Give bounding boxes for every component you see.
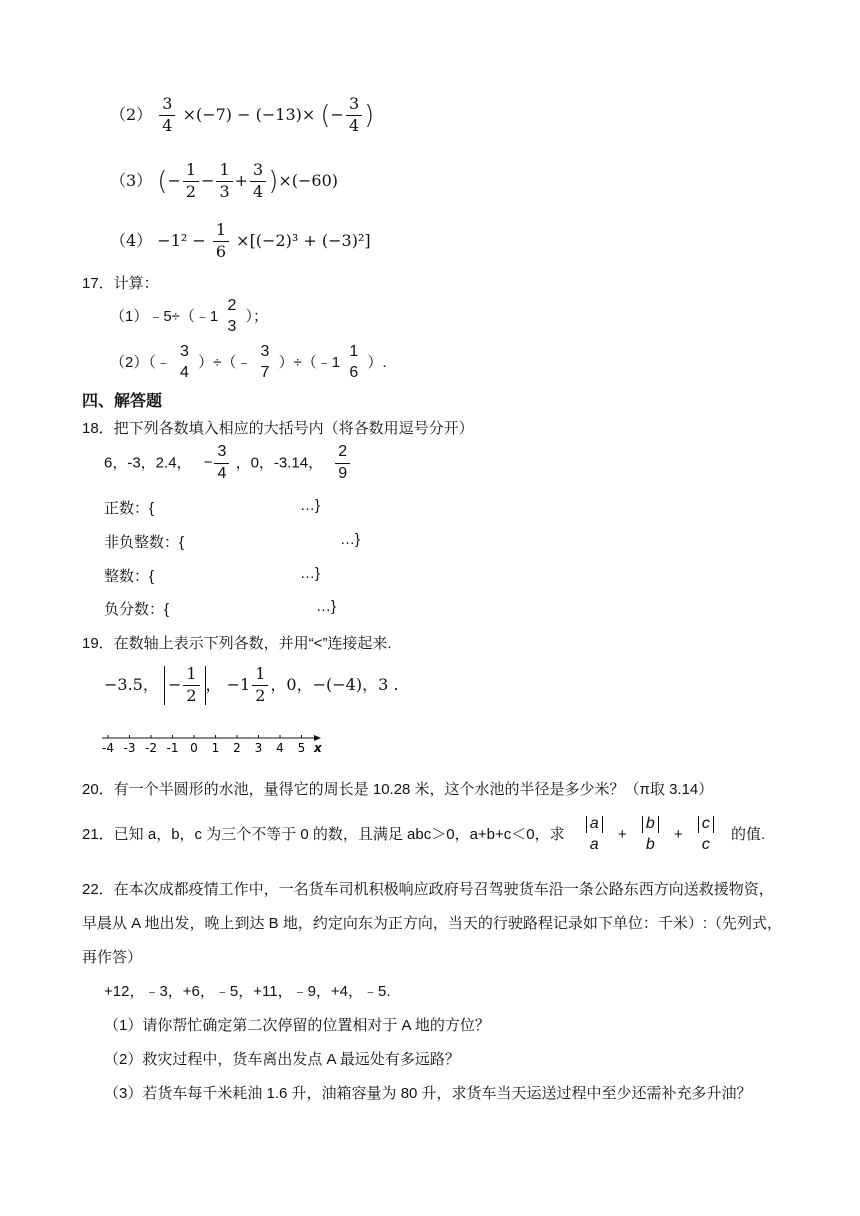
axis-tick-label: 2	[233, 741, 241, 755]
fraction: 3 4	[180, 343, 189, 381]
fraction: $\frac{1}{2}$	[183, 162, 199, 201]
q18-title: 18．把下列各数填入相应的大括号内（将各数用逗号分开）	[82, 420, 474, 437]
q22-data: +12，﹣3，+6，﹣5，+11，﹣9，+4，﹣5.	[104, 983, 391, 1000]
set-neg-fraction: 负分数：{	[104, 601, 170, 618]
fraction: $\frac{3}{4}$	[250, 162, 266, 201]
q21-text: 21．已知 a，b，c 为三个不等于 0 的数，且满足 abc＞0，a+b+c＜0，求 a a + b b + c c 的值.	[82, 815, 766, 854]
axis-tick-label: -2	[145, 741, 157, 755]
axis-tick-label: -3	[123, 741, 136, 755]
q22-sub2: （2）救灾过程中，货车离出发点 A 最远处有多远路？	[104, 1051, 460, 1068]
set-neg-fraction-end: …}	[316, 598, 337, 615]
set-positive-end: …}	[300, 497, 321, 514]
fraction: $\frac{3}{4}$	[346, 96, 362, 135]
fraction: $\frac{3}{4}$	[214, 444, 229, 483]
set-positive: 正数：{	[104, 500, 155, 517]
number-line	[100, 732, 330, 756]
q16-part4: （4） −1² − $\frac{1}{6}$ ×[(−2)³ + (−3)²]	[110, 220, 371, 261]
fraction: $\frac{3}{4}$	[159, 96, 175, 135]
q18-numbers: 6，-3，2.4， − $\frac{3}{4}$ ，0，-3.14， $\frac{2}{9}$	[104, 444, 352, 483]
q22-line3: 再作答）	[82, 949, 143, 966]
axis-tick-label: -1	[166, 741, 179, 755]
absolute-value: − $\frac{1}{2}$	[164, 666, 206, 705]
q17-part2: （2）（﹣ 3 4 ）÷（﹣ 3 7 ）÷（﹣1 1 6 ）.	[110, 343, 387, 381]
set-nonneg-int: 非负整数：{	[104, 534, 185, 551]
q16-part2: （2） $\frac{3}{4}$ ×(−7) − (−13)× (− $\frac{3}{4}$ )	[110, 94, 375, 135]
axis-tick-label: 0	[190, 741, 198, 755]
q19-title: 19．在数轴上表示下列各数，并用“<”连接起来.	[82, 635, 392, 652]
fraction: $\frac{2}{9}$	[335, 444, 350, 483]
fraction: $\frac{1}{2}$	[183, 666, 199, 705]
q17-title: 17．计算：	[82, 275, 159, 292]
fraction: $\frac{1}{3}$	[216, 162, 232, 201]
q17-part1: （1）﹣5÷（﹣1 2 3 ）；	[110, 297, 269, 335]
set-nonneg-int-end: …}	[340, 531, 361, 548]
set-integer: 整数：{	[104, 568, 155, 585]
fraction: 1 6	[349, 343, 359, 381]
set-integer-end: …}	[300, 565, 321, 582]
fraction: $\frac{1}{6}$	[213, 222, 229, 261]
q16-part3: （3） (− $\frac{1}{2}$ − $\frac{1}{3}$ + $\frac{3}{4}$ )×(−60)	[110, 160, 339, 201]
fraction: c c	[695, 816, 717, 854]
axis-label: x	[314, 741, 322, 755]
section-heading: 四、解答题	[82, 393, 163, 410]
q19-numbers: −3.5， − $\frac{1}{2}$ ， −1 $\frac{1}{2}$ ，0，−(−4)，3 .	[104, 664, 399, 705]
axis-tick-label: -4	[102, 741, 114, 755]
q22-sub3: （3）若货车每千米耗油 1.6 升，油箱容量为 80 升，求货车当天运送过程中至少还需补充多升油？	[104, 1085, 752, 1102]
fraction: 2 3	[227, 297, 237, 335]
axis-tick-label: 5	[297, 741, 306, 755]
fraction: 3 7	[260, 343, 270, 381]
fraction: b b	[639, 816, 662, 854]
q22-sub1: （1）请你帮忙确定第二次停留的位置相对于 A 地的方位？	[104, 1017, 490, 1034]
q22-line2: 早晨从 A 地出发，晚上到达 B 地，约定向东为正方向，当天的行驶路程记录如下单位：千米）:（先列式，	[82, 915, 783, 932]
q20-text: 20．有一个半圆形的水池，量得它的周长是 10.28 米，这个水池的半径是多少米？（π取 3.14）	[82, 781, 714, 798]
axis-tick-label: 4	[276, 741, 284, 755]
axis-tick-label: 1	[211, 741, 220, 755]
fraction: a a	[583, 816, 606, 854]
axis-tick-label: 3	[254, 741, 263, 755]
fraction: $\frac{1}{2}$	[252, 666, 268, 705]
q16-2-label: （2）	[110, 104, 153, 124]
q22-line1: 22．在本次成都疫情工作中，一名货车司机积极响应政府号召驾驶货车沿一条公路东西方向送救援物资，	[82, 881, 774, 898]
